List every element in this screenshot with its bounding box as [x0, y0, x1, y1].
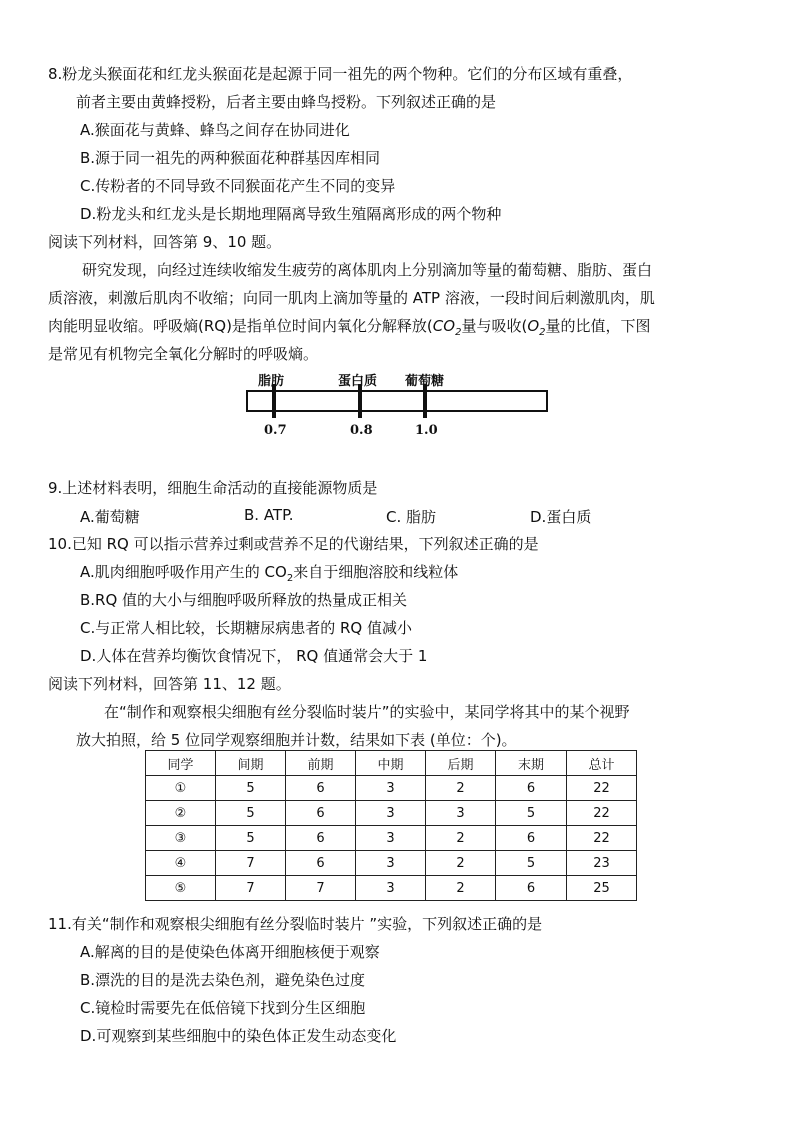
table-row — [146, 876, 637, 901]
rq-value-protein: 0.8 — [350, 423, 373, 438]
q11-option-d: D.可观察到某些细胞中的染色体正发生动态变化 — [80, 1027, 397, 1045]
table-cell: 5 — [496, 851, 567, 876]
table-row — [146, 776, 637, 801]
table-cell: 22 — [567, 776, 637, 801]
table-cell: 3 — [356, 776, 426, 801]
q8-option-c: C.传粉者的不同导致不同猴面花产生不同的变异 — [80, 177, 396, 195]
q11-option-b: B.漂洗的目的是洗去染色剂，避免染色过度 — [80, 971, 366, 989]
table-cell: 7 — [286, 876, 356, 901]
table-cell: 5 — [216, 801, 286, 826]
table-cell: 3 — [356, 826, 426, 851]
table-cell: 6 — [496, 826, 567, 851]
table-header-cell: 末期 — [496, 751, 567, 776]
table-cell: 2 — [426, 776, 496, 801]
cell-count-table — [145, 750, 637, 901]
table-cell: 6 — [286, 801, 356, 826]
table-cell: 2 — [426, 826, 496, 851]
q9-option-c: C. 脂肪 — [386, 508, 437, 526]
q8-option-b: B.源于同一祖先的两种猴面花种群基因库相同 — [80, 149, 381, 167]
table-cell: 6 — [496, 776, 567, 801]
table-row — [146, 801, 637, 826]
table-header-row — [146, 751, 637, 776]
rq-tick-fat — [272, 384, 276, 418]
rq-value-fat: 0.7 — [264, 423, 287, 438]
table-cell: 23 — [567, 851, 637, 876]
q9-option-d: D.蛋白质 — [530, 508, 592, 526]
material1-line3-part-b: 量与吸收( — [461, 317, 528, 335]
rq-label-glucose: 葡萄糖 — [405, 374, 445, 389]
rq-scale-bar — [246, 390, 548, 412]
co2-formula: $CO_2$ — [432, 317, 462, 338]
table-cell: 3 — [356, 851, 426, 876]
table-row — [146, 851, 637, 876]
table-cell: 6 — [286, 851, 356, 876]
q10-option-d: D.人体在营养均衡饮食情况下， RQ 值通常会大于 1 — [80, 647, 428, 665]
table-cell: 7 — [216, 851, 286, 876]
material1-line4: 是常见有机物完全氧化分解时的呼吸熵。 — [48, 345, 319, 363]
table-cell: 25 — [567, 876, 637, 901]
rq-tick-glucose — [423, 384, 427, 418]
table-cell: 6 — [286, 776, 356, 801]
table-header-cell: 中期 — [356, 751, 426, 776]
q11-stem: 11.有关“制作和观察根尖细胞有丝分裂临时装片 ”实验，下列叙述正确的是 — [48, 915, 543, 933]
rq-tick-protein — [358, 384, 362, 418]
table-cell: 5 — [216, 776, 286, 801]
table-cell: 5 — [496, 801, 567, 826]
q11-option-a: A.解离的目的是使染色体离开细胞核便于观察 — [80, 943, 380, 961]
material2-line1: 在“制作和观察根尖细胞有丝分裂临时装片”的实验中，某同学将其中的某个视野 — [104, 703, 630, 721]
table-cell: 2 — [426, 876, 496, 901]
table-cell: 3 — [426, 801, 496, 826]
table-cell: 22 — [567, 826, 637, 851]
table-header-cell: 总计 — [567, 751, 637, 776]
q9-stem: 9.上述材料表明，细胞生命活动的直接能源物质是 — [48, 479, 378, 497]
material1-line3 — [48, 316, 651, 343]
material2-line2: 放大拍照，给 5 位同学观察细胞并计数，结果如下表 (单位：个)。 — [76, 731, 517, 749]
table-cell: 3 — [356, 801, 426, 826]
q8-option-d: D.粉龙头和红龙头是长期地理隔离导致生殖隔离形成的两个物种 — [80, 205, 502, 223]
q10-stem: 10.已知 RQ 可以指示营养过剩或营养不足的代谢结果，下列叙述正确的是 — [48, 535, 539, 553]
table-cell: ④ — [146, 851, 216, 876]
table-cell: 6 — [286, 826, 356, 851]
table-header-cell: 后期 — [426, 751, 496, 776]
rq-label-fat: 脂肪 — [258, 374, 285, 389]
rq-value-glucose: 1.0 — [415, 423, 438, 438]
material1-intro: 阅读下列材料，回答第 9、10 题。 — [48, 233, 282, 251]
table-cell: 22 — [567, 801, 637, 826]
q11-option-c: C.镜检时需要先在低倍镜下找到分生区细胞 — [80, 999, 366, 1017]
q9-option-a: A.葡萄糖 — [80, 508, 140, 526]
material1-line2: 质溶液，刺激后肌肉不收缩；向同一肌肉上滴加等量的 ATP 溶液，一段时间后刺激肌肉，肌 — [48, 289, 655, 307]
table-cell: 3 — [356, 876, 426, 901]
material2-intro: 阅读下列材料，回答第 11、12 题。 — [48, 675, 291, 693]
table-cell: ② — [146, 801, 216, 826]
table-cell: 2 — [426, 851, 496, 876]
table-cell: ⑤ — [146, 876, 216, 901]
q8-option-a: A.猴面花与黄蜂、蜂鸟之间存在协同进化 — [80, 121, 350, 139]
q8-stem-line2: 前者主要由黄蜂授粉，后者主要由蜂鸟授粉。下列叙述正确的是 — [76, 93, 497, 111]
table-cell: 6 — [496, 876, 567, 901]
q10-option-a: A.肌肉细胞呼吸作用产生的 $CO_2$来自于细胞溶胶和线粒体 — [80, 563, 459, 584]
material1-line3-part-a: 肉能明显收缩。呼吸熵(RQ)是指单位时间内氧化分解释放( — [48, 317, 433, 335]
rq-label-protein: 蛋白质 — [338, 374, 378, 389]
material1-line1: 研究发现，向经过连续收缩发生疲劳的离体肌肉上分别滴加等量的葡萄糖、脂肪、蛋白 — [82, 261, 653, 279]
table-cell: ① — [146, 776, 216, 801]
material1-line3-part-c: 量的比值，下图 — [545, 317, 651, 335]
q8-stem-line1: 8.粉龙头猴面花和红龙头猴面花是起源于同一祖先的两个物种。它们的分布区域有重叠， — [48, 65, 633, 83]
q9-option-b: B. ATP. — [244, 506, 294, 524]
table-header-cell: 同学 — [146, 751, 216, 776]
table-cell: 5 — [216, 826, 286, 851]
o2-formula: $O_2$ — [527, 317, 546, 338]
table-cell: ③ — [146, 826, 216, 851]
table-row — [146, 826, 637, 851]
q10-option-c: C.与正常人相比较，长期糖尿病患者的 RQ 值减小 — [80, 619, 413, 637]
table-cell: 7 — [216, 876, 286, 901]
q10-option-b: B.RQ 值的大小与细胞呼吸所释放的热量成正相关 — [80, 591, 408, 609]
table-header-cell: 间期 — [216, 751, 286, 776]
table-header-cell: 前期 — [286, 751, 356, 776]
